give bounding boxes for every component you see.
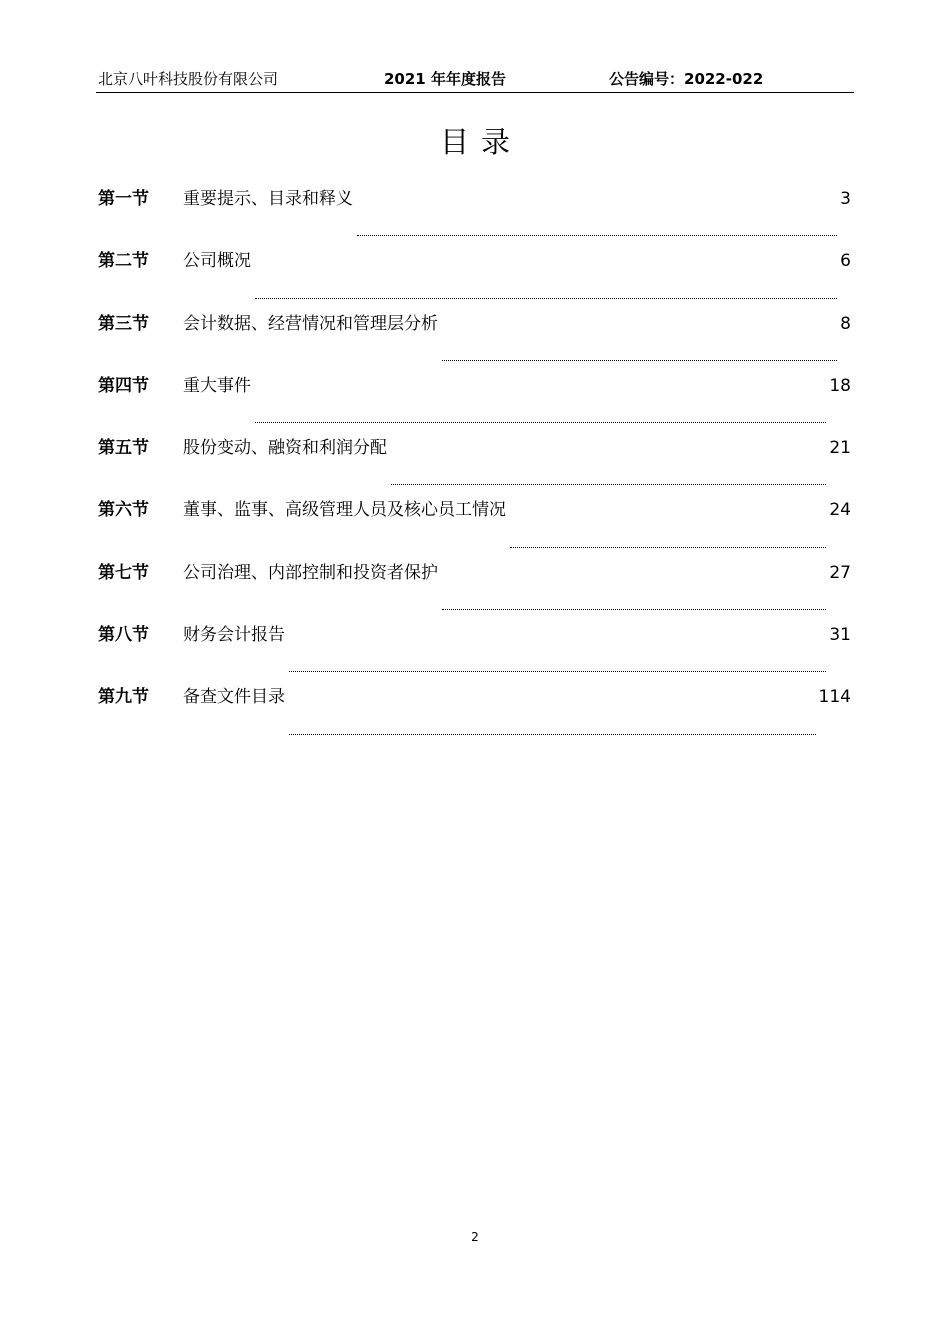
toc-leader-dots — [391, 483, 826, 485]
toc-leader-dots — [442, 608, 826, 610]
toc-leader-dots — [289, 733, 816, 735]
toc-page-number: 114 — [818, 687, 851, 708]
toc-entry[interactable] — [98, 495, 851, 557]
toc-section-title: 会计数据、经营情况和管理层分析 — [183, 313, 438, 334]
toc-section-number: 第五节 — [98, 438, 149, 459]
toc-entry[interactable] — [98, 558, 851, 620]
toc-leader-dots — [255, 421, 826, 423]
page-number: 2 — [471, 1230, 479, 1244]
toc-entry[interactable] — [98, 246, 851, 308]
page-header — [96, 68, 854, 93]
toc-page-number: 27 — [829, 562, 851, 583]
toc-section-title: 重要提示、目录和释义 — [183, 189, 353, 209]
header-notice-number: 公告编号：2022-022 — [609, 70, 764, 88]
toc-entry[interactable] — [98, 620, 851, 682]
header-company-name: 北京八叶科技股份有限公司 — [98, 70, 279, 88]
toc-section-number: 第七节 — [98, 562, 149, 583]
toc-section-title: 备查文件目录 — [183, 687, 285, 708]
toc-page-number: 6 — [840, 251, 851, 272]
toc-section-title: 股份变动、融资和利润分配 — [183, 438, 387, 459]
toc-entry[interactable] — [98, 309, 851, 371]
toc-section-title: 公司概况 — [183, 251, 251, 272]
toc-page-number: 8 — [840, 313, 851, 334]
toc-leader-dots — [510, 546, 826, 548]
toc-leader-dots — [357, 234, 837, 236]
toc-page-number: 18 — [829, 375, 851, 396]
toc-entry[interactable] — [98, 682, 851, 744]
toc-leader-dots — [289, 670, 826, 672]
header-report-title: 2021 年年度报告 — [384, 70, 506, 88]
toc-entry[interactable] — [98, 184, 851, 246]
toc-page-number: 21 — [829, 438, 851, 459]
toc-entry[interactable] — [98, 371, 851, 433]
toc-section-number: 第九节 — [98, 687, 149, 708]
toc-section-title: 公司治理、内部控制和投资者保护 — [183, 562, 438, 583]
toc-section-number: 第三节 — [98, 313, 149, 334]
toc-entry[interactable] — [98, 433, 851, 495]
toc-leader-dots — [442, 359, 837, 361]
toc-section-number: 第六节 — [98, 500, 149, 521]
toc-section-number: 第四节 — [98, 375, 149, 396]
toc-page-number: 24 — [829, 500, 851, 521]
toc-leader-dots — [255, 297, 837, 299]
toc-section-number: 第一节 — [98, 189, 149, 209]
toc-section-title: 重大事件 — [183, 375, 251, 396]
toc-section-number: 第八节 — [98, 625, 149, 646]
toc-section-title: 财务会计报告 — [183, 625, 285, 646]
toc-list — [98, 184, 851, 745]
toc-section-number: 第二节 — [98, 251, 149, 272]
toc-section-title: 董事、监事、高级管理人员及核心员工情况 — [183, 500, 506, 521]
toc-title: 目录 — [439, 125, 522, 159]
toc-page-number: 31 — [829, 625, 851, 646]
toc-page-number: 3 — [840, 189, 851, 209]
